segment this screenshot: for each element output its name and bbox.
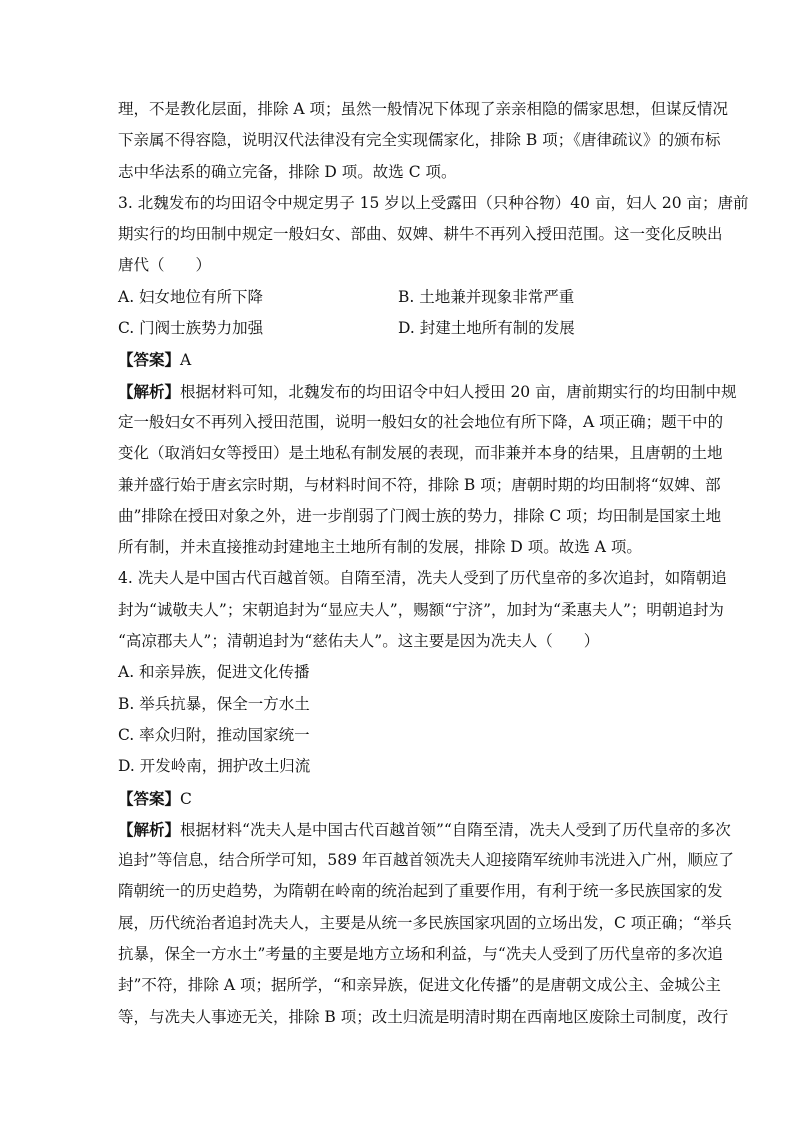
question-4-stem-line-1: 4. 冼夫人是中国古代百越首领。自隋至清，冼夫人受到了历代皇帝的多次追封，如隋朝追 [118,569,727,588]
question-3-option-c: C. 门阀士族势力加强 [118,319,264,338]
question-3-option-b: B. 土地兼并现象非常严重 [398,287,575,306]
question-3-option-d: D. 封建土地所有制的发展 [398,319,575,338]
question-3-options-row-2 [118,313,678,344]
previous-analysis-line-1: 理，不是教化层面，排除 A 项；虽然一般情况下体现了亲亲相隐的儒家思想，但谋反情况 [118,100,729,118]
question-4-stem-line-3: “高凉郡夫人”；清朝追封为“慈佑夫人”。这主要是因为冼夫人（ ） [118,632,600,651]
answer-label: 【答案】 [118,350,181,370]
question-3-stem-line-2: 期实行的均田制中规定一般妇女、部曲、奴婢、耕牛不再列入授田范围。这一变化反映出 [118,225,723,244]
document-page [118,94,749,1033]
question-4-option-d: D. 开发岭南，拥护改土归流 [118,757,311,776]
question-4-option-a: A. 和亲异族，促进文化传播 [118,663,310,682]
previous-analysis-line-3: 志中华法系的确立完备，排除 D 项。故选 C 项。 [118,162,457,181]
question-4-analysis-line-1 [118,814,731,845]
analysis-text: 根据材料可知，北魏发布的均田诏令中妇人授田 20 亩，唐前期实行的均田制中规 [180,382,737,401]
analysis-text: 根据材料“冼夫人是中国古代百越首领”“自隋至清，冼夫人受到了历代皇帝的多次 [180,820,731,839]
question-3-analysis-line-4: 兼并盛行始于唐玄宗时期，与材料时间不符，排除 B 项；唐朝时期的均田制将“奴婢、部 [118,475,721,494]
answer-label: 【答案】 [118,788,181,808]
question-3-analysis-line-2: 定一般妇女不再列入授田范围，说明一般妇女的社会地位有所下降，A 项正确；题干中的 [118,412,724,431]
question-3-analysis-line-6: 所有制，并未直接推动封建地主土地所有制的发展，排除 D 项。故选 A 项。 [118,538,642,557]
question-3-stem-line-1: 3. 北魏发布的均田诏令中规定男子 15 岁以上受露田（只种谷物）40 亩，妇人 20 亩；唐前 [118,193,749,212]
answer-value: C [180,789,192,808]
question-3-analysis-line-5: 曲”排除在授田对象之外，进一步削弱了门阀士族的势力，排除 C 项；均田制是国家土地 [118,506,722,525]
question-4-stem-line-2: 封为“诚敬夫人”；宋朝追封为“显应夫人”，赐额“宁济”，加封为“柔惠夫人”；明朝追封为 [118,600,724,619]
question-3-stem-line-3: 唐代（ ） [118,256,212,275]
question-3-answer [118,344,678,375]
previous-analysis-line-2: 下亲属不得容隐，说明汉代法律没有完全实现儒家化，排除 B 项；《唐律疏议》的颁布标 [118,131,721,150]
analysis-label: 【解析】 [118,381,181,401]
question-4-analysis-line-7: 等，与冼夫人事迹无关，排除 B 项；改土归流是明清时期在西南地区废除土司制度，改行 [118,1007,729,1026]
question-4-analysis-line-4: 展，历代统治者追封冼夫人，主要是从统一多民族国家巩固的立场出发，C 项正确；“举兵 [118,913,732,932]
question-4-answer [118,783,678,814]
question-4-analysis-line-2: 追封”等信息，结合所学可知，589 年百越首领冼夫人迎接隋军统帅韦洸进入广州，顺应了 [118,851,734,870]
question-4-analysis-line-6: 封”不符，排除 A 项；据所学，“和亲异族，促进文化传播”的是唐朝文成公主、金城公主 [118,976,721,995]
question-4-option-c: C. 率众归附，推动国家统一 [118,725,310,744]
question-3-analysis-line-1 [118,376,737,407]
question-3-option-a: A. 妇女地位有所下降 [118,287,264,306]
question-4-analysis-line-5: 抗暴，保全一方水土”考量的主要是地方立场和利益，与“冼夫人受到了历代皇帝的多次追 [118,945,723,964]
answer-value: A [180,351,192,370]
question-3-analysis-line-3: 变化（取消妇女等授田）是土地私有制发展的表现，而非兼并本身的结果，且唐朝的土地 [118,444,723,463]
analysis-label: 【解析】 [118,819,181,839]
question-3-options-row-1 [118,282,678,313]
question-4-option-b: B. 举兵抗暴，保全一方水土 [118,694,310,713]
question-4-analysis-line-3: 隋朝统一的历史趋势，为隋朝在岭南的统治起到了重要作用，有利于统一多民族国家的发 [118,882,723,901]
